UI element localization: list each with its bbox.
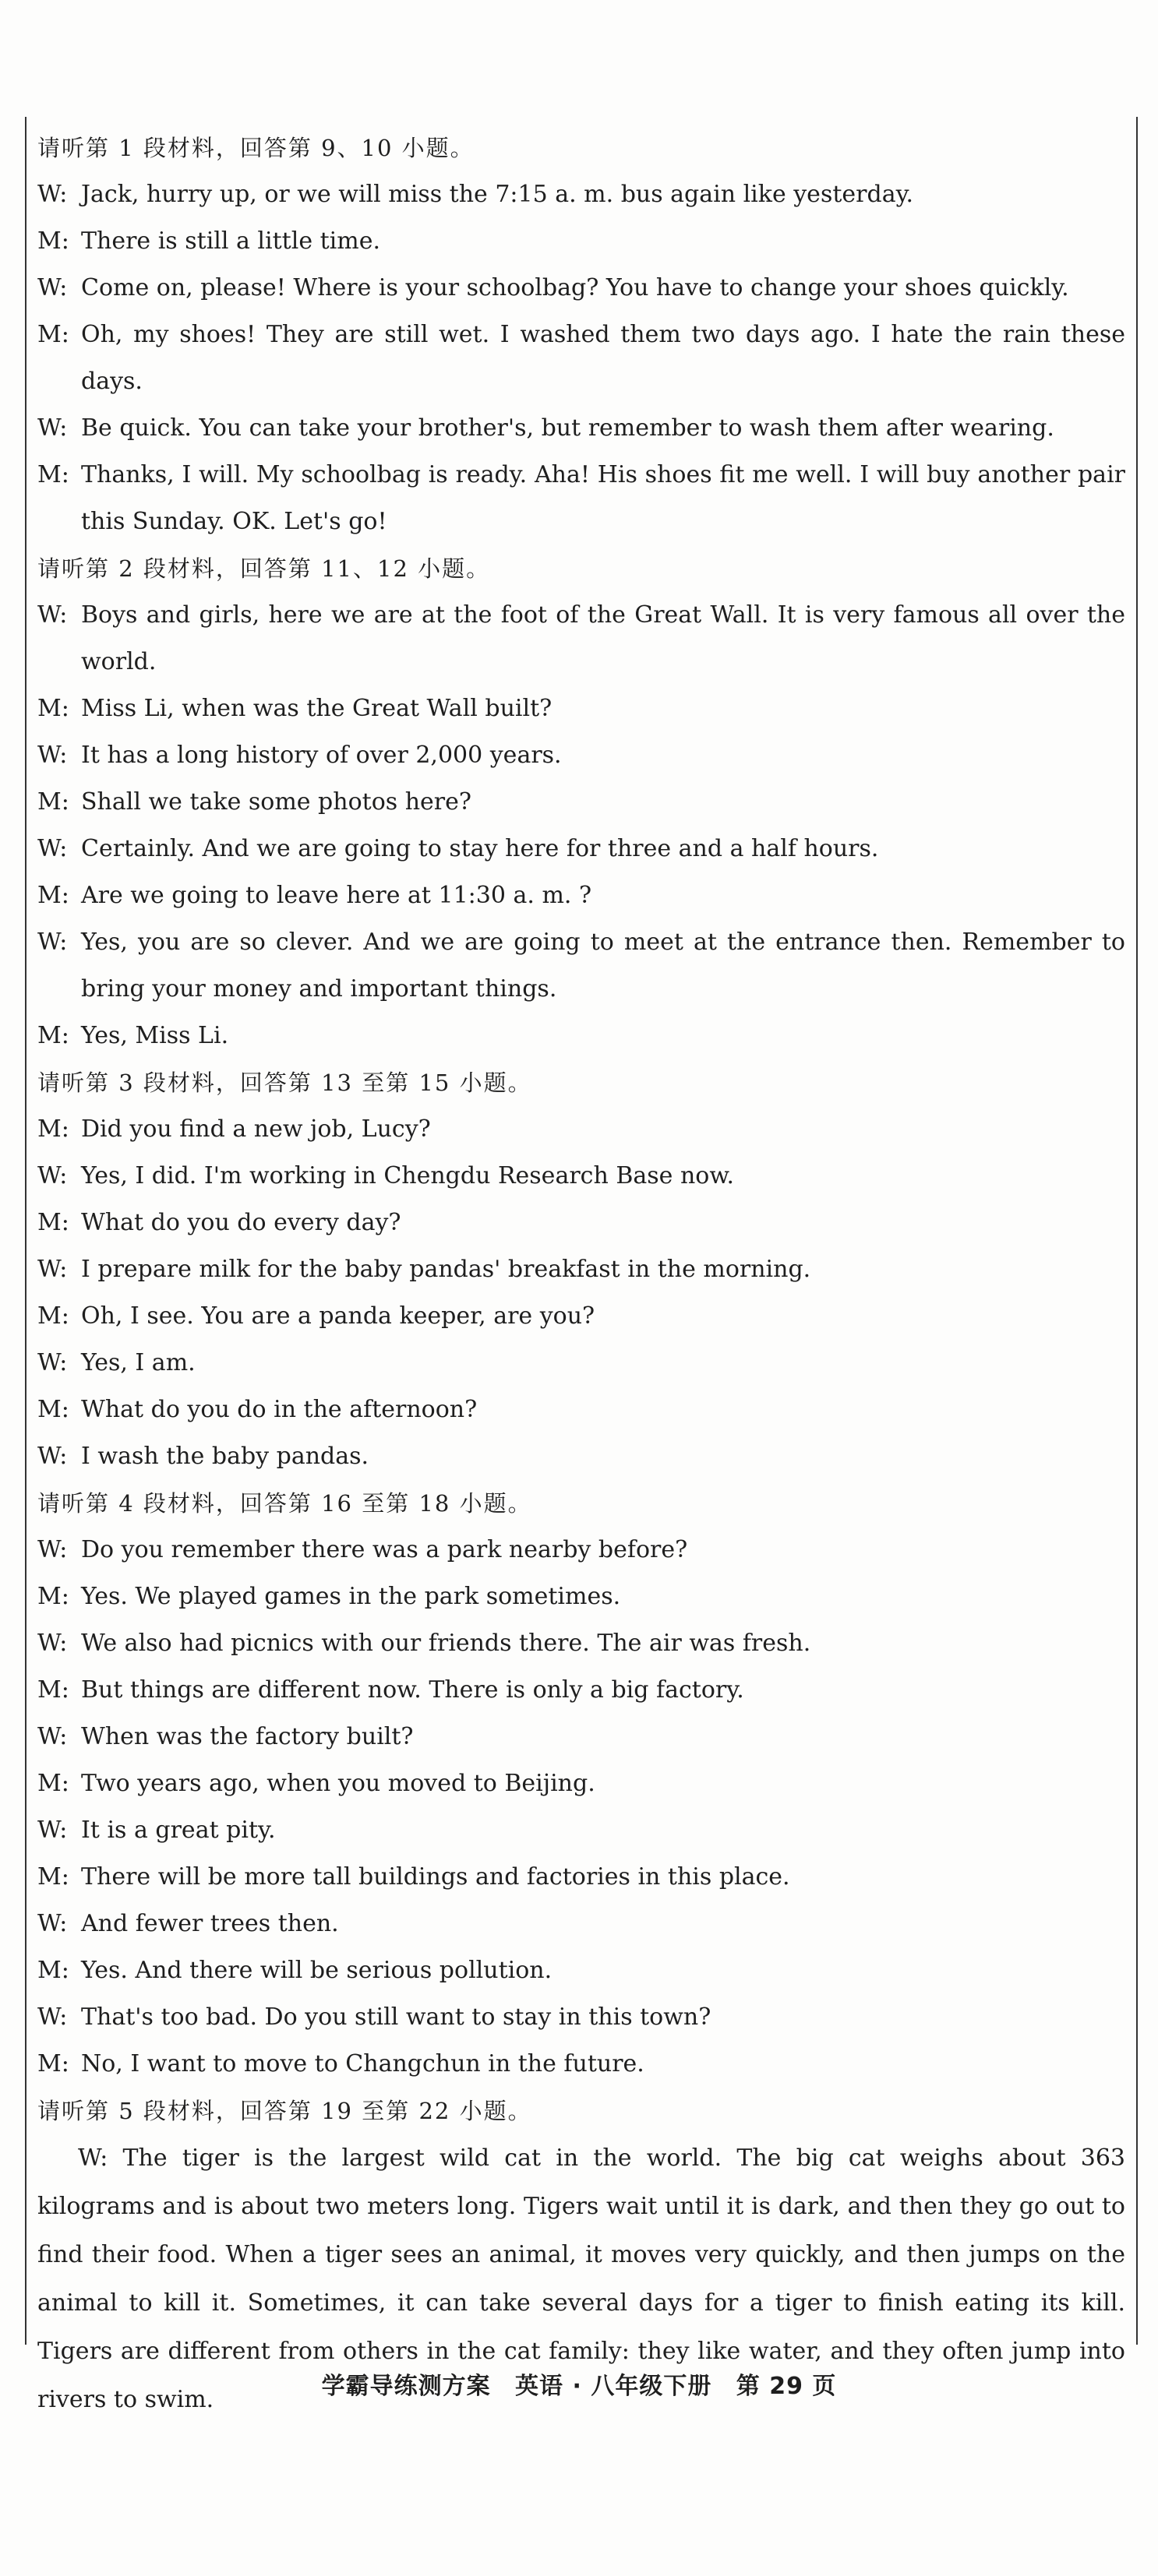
speaker-label: W:: [37, 1162, 68, 1189]
speaker-label: M:: [37, 788, 69, 816]
dialogue-text: No, I want to move to Changchun in the future.: [81, 2050, 644, 2077]
footer-page-number: 第 29 页: [736, 2373, 837, 2400]
speaker-label: M:: [37, 2050, 69, 2077]
dialogue-line: [37, 1573, 1125, 1620]
dialogue-line: [37, 732, 1125, 779]
dialogue-line: [37, 1013, 1125, 1059]
section: [37, 125, 1125, 545]
speaker-label: W:: [37, 1723, 68, 1750]
speaker-label: M:: [37, 321, 69, 348]
dialogue-line: [37, 1200, 1125, 1246]
footer-subject: 英语 · 八年级下册: [515, 2373, 712, 2400]
speaker-label: M:: [37, 1676, 69, 1704]
dialogue-line: [37, 685, 1125, 732]
page-footer: [0, 2366, 1158, 2401]
speaker-label: W:: [37, 601, 68, 629]
speaker-label: M:: [37, 227, 69, 255]
speaker-label: W:: [37, 274, 68, 301]
dialogue-line: [37, 1947, 1125, 1994]
speaker-label: M:: [37, 1115, 69, 1143]
dialogue-line: [37, 1246, 1125, 1293]
dialogue-text: Yes, I did. I'm working in Chengdu Research Base now.: [81, 1162, 734, 1189]
dialogue-line: [37, 218, 1125, 265]
section-heading: 请听第 5 段材料，回答第 19 至第 22 小题。: [37, 2098, 532, 2124]
dialogue-text: Come on, please! Where is your schoolbag? You have to change your shoes quickly.: [81, 274, 1069, 301]
dialogue-line: [37, 1667, 1125, 1714]
dialogue-text: We also had picnics with our friends there. The air was fresh.: [81, 1630, 811, 1657]
speaker-label: W:: [37, 742, 68, 769]
speaker-label: W:: [37, 2003, 68, 2031]
dialogue-line: [37, 1433, 1125, 1480]
speaker-label: W:: [37, 1536, 68, 1563]
dialogue-line: [37, 1527, 1125, 1573]
speaker-label: W:: [37, 414, 68, 442]
section-heading: 请听第 3 段材料，回答第 13 至第 15 小题。: [37, 1070, 532, 1096]
dialogue-line: [37, 592, 1125, 685]
speaker-label: M:: [37, 1396, 69, 1423]
dialogue-line: [37, 1760, 1125, 1807]
dialogue-text: When was the factory built?: [81, 1723, 414, 1750]
speaker-label: M:: [37, 1863, 69, 1891]
section: [37, 545, 1125, 1059]
speaker-label: W:: [37, 929, 68, 956]
dialogue-text: Shall we take some photos here?: [81, 788, 471, 816]
section-heading: 请听第 2 段材料，回答第 11、12 小题。: [37, 555, 491, 582]
speaker-label: W:: [37, 181, 68, 208]
dialogue-text: Yes. We played games in the park sometimes.: [81, 1583, 621, 1610]
section: [37, 1480, 1125, 2088]
dialogue-line: [37, 1620, 1125, 1667]
dialogue-text: What do you do in the afternoon?: [81, 1396, 478, 1423]
left-margin-rule: [25, 117, 26, 2345]
dialogue-line: [37, 826, 1125, 872]
dialogue-text: Oh, I see. You are a panda keeper, are you?: [81, 1302, 595, 1330]
speaker-label: M:: [37, 1957, 69, 1984]
dialogue-text: Yes. And there will be serious pollution.: [81, 1957, 553, 1984]
dialogue-line: [37, 1994, 1125, 2041]
dialogue-line: [37, 1901, 1125, 1947]
speaker-label: W:: [37, 835, 68, 862]
dialogue-line: [37, 1293, 1125, 1340]
dialogue-text: Boys and girls, here we are at the foot of the Great Wall. It is very famous all over the world.: [81, 601, 1125, 675]
dialogue-line: [37, 171, 1125, 218]
dialogue-text: Yes, you are so clever. And we are going to meet at the entrance then. Remember to bring your money and important things.: [81, 929, 1125, 1003]
speaker-label: W:: [37, 1817, 68, 1844]
dialogue-line: [37, 1153, 1125, 1200]
dialogue-line: [37, 1106, 1125, 1153]
speaker-label: M:: [37, 882, 69, 909]
dialogue-text: Yes, I am.: [81, 1349, 196, 1376]
dialogue-text: Do you remember there was a park nearby before?: [81, 1536, 688, 1563]
dialogue-text: What do you do every day?: [81, 1209, 401, 1236]
dialogue-text: It is a great pity.: [81, 1817, 276, 1844]
dialogue-text: Jack, hurry up, or we will miss the 7:15 a. m. bus again like yesterday.: [81, 181, 914, 208]
dialogue-text: It has a long history of over 2,000 years.: [81, 742, 562, 769]
dialogue-text: I wash the baby pandas.: [81, 1443, 369, 1470]
speaker-label: M:: [37, 1022, 69, 1049]
dialogue-text: Yes, Miss Li.: [81, 1022, 229, 1049]
dialogue-line: [37, 1807, 1125, 1854]
speaker-label: W:: [37, 1910, 68, 1937]
speaker-label: W:: [37, 1349, 68, 1376]
speaker-label: M:: [37, 461, 69, 488]
section-heading: 请听第 1 段材料，回答第 9、10 小题。: [37, 135, 475, 161]
dialogue-text: And fewer trees then.: [81, 1910, 339, 1937]
speaker-label: M:: [37, 1770, 69, 1797]
section-heading: 请听第 4 段材料，回答第 16 至第 18 小题。: [37, 1490, 532, 1517]
speaker-label: M:: [37, 695, 69, 722]
dialogue-line: [37, 919, 1125, 1013]
right-margin-rule: [1136, 117, 1138, 2345]
dialogue-text: Two years ago, when you moved to Beijing.: [81, 1770, 595, 1797]
dialogue-text: Be quick. You can take your brother's, but remember to wash them after wearing.: [81, 414, 1054, 442]
dialogue-text: I prepare milk for the baby pandas' breakfast in the morning.: [81, 1256, 811, 1283]
section: [37, 1059, 1125, 1480]
speaker-label: W:: [37, 1256, 68, 1283]
dialogue-line: [37, 405, 1125, 452]
speaker-label: M:: [37, 1209, 69, 1236]
narration-paragraph: W: The tiger is the largest wild cat in the world. The big cat weighs about 363 kilograms and is about two meters long. Tigers wait until it is dark, and then they go out to find their food. When a tiger sees an animal, it moves very quickly, and then jumps on the animal to kill it. Sometimes, it can take several days for a tiger to finish eating its kill. Tigers are different from others in the cat family: they like water, and they often jump into rivers to swim.: [37, 2144, 1125, 2413]
dialogue-line: [37, 872, 1125, 919]
transcript-content: [37, 125, 1125, 2424]
dialogue-text: Oh, my shoes! They are still wet. I washed them two days ago. I hate the rain these days.: [81, 321, 1125, 395]
dialogue-line: [37, 1340, 1125, 1387]
speaker-label: M:: [37, 1583, 69, 1610]
dialogue-line: [37, 2041, 1125, 2088]
dialogue-text: There will be more tall buildings and factories in this place.: [81, 1863, 790, 1891]
speaker-label: W:: [37, 1443, 68, 1470]
dialogue-text: Did you find a new job, Lucy?: [81, 1115, 431, 1143]
footer-book-title: 学霸导练测方案: [321, 2373, 491, 2400]
dialogue-text: Are we going to leave here at 11:30 a. m. ?: [81, 882, 592, 909]
dialogue-text: There is still a little time.: [81, 227, 381, 255]
speaker-label: M:: [37, 1302, 69, 1330]
dialogue-text: Certainly. And we are going to stay here for three and a half hours.: [81, 835, 879, 862]
dialogue-text: That's too bad. Do you still want to stay in this town?: [81, 2003, 711, 2031]
dialogue-text: But things are different now. There is only a big factory.: [81, 1676, 744, 1704]
dialogue-text: Thanks, I will. My schoolbag is ready. Aha! His shoes fit me well. I will buy another pair this Sunday. OK. Let's go!: [81, 461, 1125, 535]
dialogue-line: [37, 779, 1125, 826]
dialogue-line: [37, 1854, 1125, 1901]
dialogue-line: [37, 1714, 1125, 1760]
dialogue-line: [37, 265, 1125, 312]
dialogue-text: Miss Li, when was the Great Wall built?: [81, 695, 553, 722]
dialogue-line: [37, 452, 1125, 545]
dialogue-line: [37, 312, 1125, 405]
speaker-label: W:: [37, 1630, 68, 1657]
dialogue-line: [37, 1387, 1125, 1433]
